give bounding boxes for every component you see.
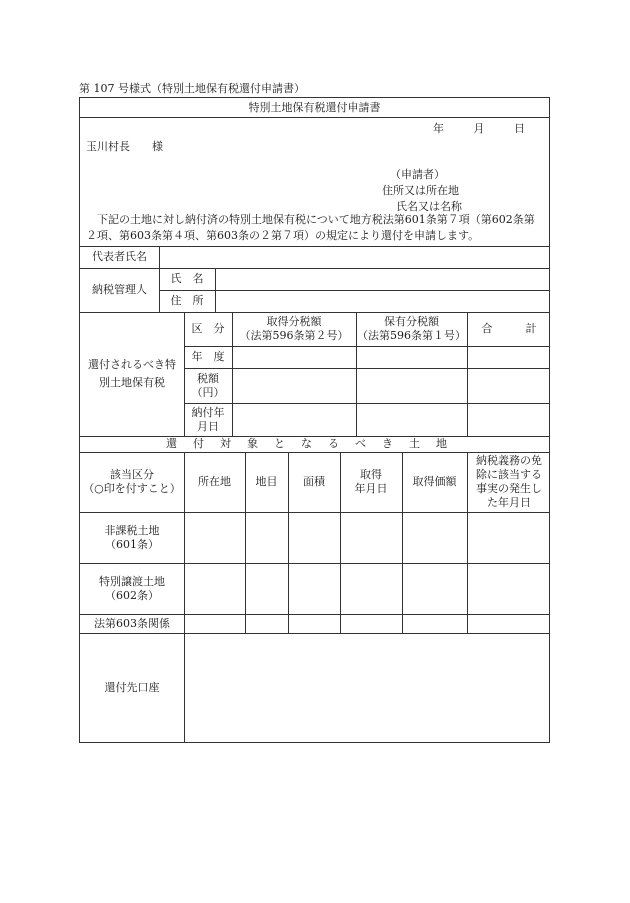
land-header-category: 該当区分 （○印を付すこと） xyxy=(83,468,181,495)
refund-account-label: 還付先口座 xyxy=(104,681,160,695)
form-number: 第 107 号様式（特別土地保有税還付申請書） xyxy=(79,82,305,95)
land-banner: 還付対象となるべき土地 xyxy=(166,437,463,451)
date-year: 年 xyxy=(433,122,444,135)
tax-admin-name-field[interactable] xyxy=(217,270,547,288)
total-header: 合 計 xyxy=(481,322,537,336)
application-form xyxy=(79,97,550,743)
kubun-label: 区 分 xyxy=(191,322,225,336)
representative-label: 代表者氏名 xyxy=(92,250,147,264)
land-header-land-category: 地目 xyxy=(255,475,278,489)
tax-admin-address-label: 住 所 xyxy=(170,294,204,308)
land-header-exemption-date: 納税義務の免除に該当する事実の発生した年月日 xyxy=(476,454,542,509)
land-row-article-603: 法第603条関係 xyxy=(94,616,170,630)
land-row-special-transfer: 特別譲渡土地 （602条） xyxy=(99,574,165,602)
addressee: 玉川村長 様 xyxy=(86,140,163,153)
tax-admin-name-label: 氏 名 xyxy=(170,272,204,286)
form-title: 特別土地保有税還付申請書 xyxy=(248,100,381,114)
land-header-area: 面積 xyxy=(303,475,325,489)
land-header-acquisition-date: 取得 年月日 xyxy=(354,468,388,495)
payment-date-row-label: 納付年 月日 xyxy=(191,405,225,433)
date-month: 月 xyxy=(473,122,485,135)
representative-field[interactable] xyxy=(161,248,547,266)
land-row-nontaxable: 非課税土地 （601条） xyxy=(104,523,160,551)
request-statement: 下記の土地に対し納付済の特別土地保有税について地方税法第601条第７項（第602条第２項、第603条第４項、第603条の２第７項）の規定により還付を申請します。 xyxy=(86,213,535,242)
divider xyxy=(80,117,549,118)
applicant-name: 氏名又は名称 xyxy=(396,200,462,213)
tax-admin-address-field[interactable] xyxy=(217,292,547,310)
refund-tax-label: 還付されるべき特別土地保有税 xyxy=(88,358,176,389)
refund-account-field[interactable] xyxy=(186,635,547,741)
year-row-label: 年 度 xyxy=(191,350,225,364)
applicant-label: （申請者） xyxy=(390,168,445,181)
date-day: 日 xyxy=(514,122,525,135)
tax-admin-label: 納税管理人 xyxy=(92,283,147,297)
holding-tax-header: 保有分税額 （法第596条第１号） xyxy=(357,315,466,342)
applicant-block xyxy=(382,166,462,214)
land-header-location: 所在地 xyxy=(198,475,231,489)
tax-amount-row-label: 税額 （円） xyxy=(191,371,225,399)
land-header-acquisition-price: 取得価額 xyxy=(412,475,457,489)
acquisition-tax-header: 取得分税額 （法第596条第２号） xyxy=(239,315,349,342)
date-line xyxy=(411,120,525,136)
applicant-address: 住所又は所在地 xyxy=(382,184,459,197)
